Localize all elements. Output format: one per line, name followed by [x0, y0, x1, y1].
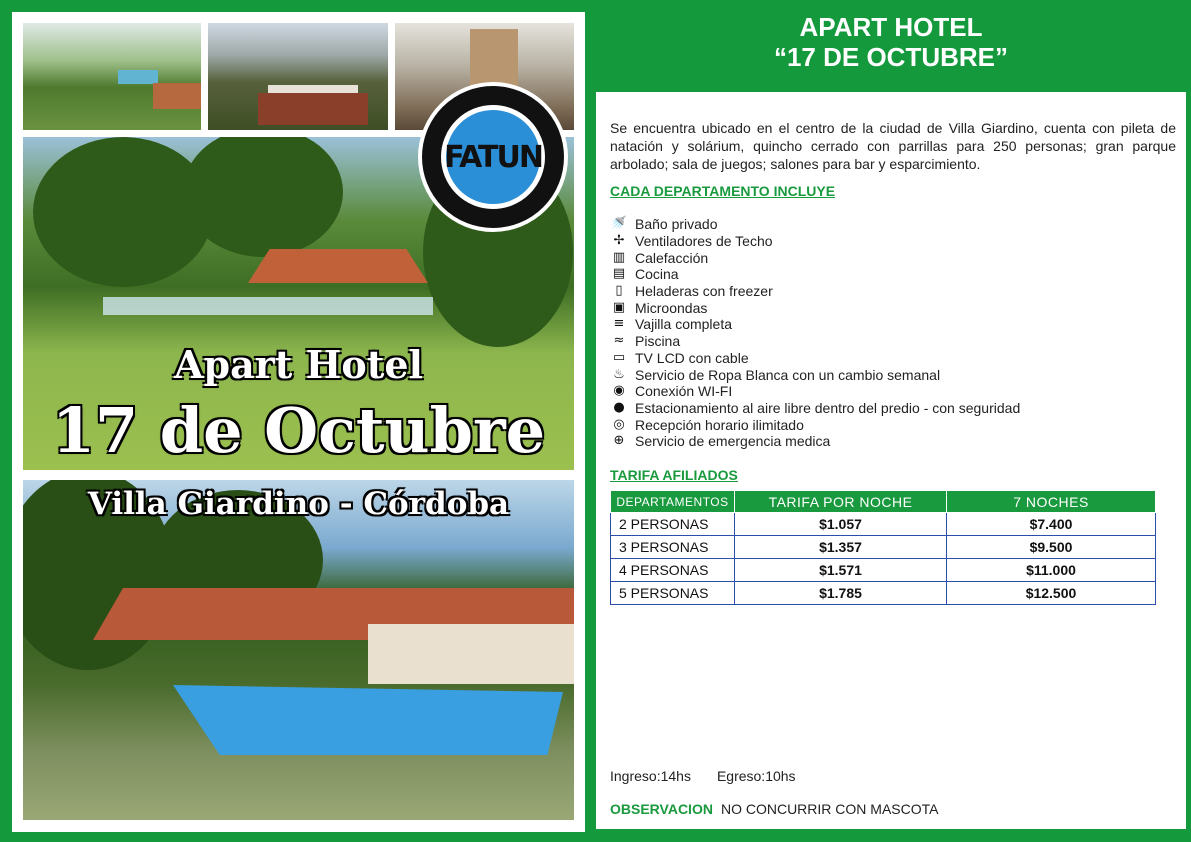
poster-panel: [12, 12, 585, 832]
photo-hotel-building: [208, 23, 388, 130]
amenity-label: Baño privado: [635, 216, 718, 233]
reception-24h-icon: ◎: [613, 416, 625, 432]
medical-cross-icon: ⊕: [613, 433, 625, 449]
check-times: [610, 768, 796, 784]
amenities-list: [610, 216, 1020, 450]
roof-shape: [368, 588, 574, 624]
hotel-description: Se encuentra ubicado en el centro de la ciudad de Villa Giardino, cuenta con pileta de natación y solárium, quincho cerrado con parrillas para 250 personas; gran parque arbolado; sala de juegos; salones para bar y esparcimiento.: [610, 120, 1176, 172]
list-item: [610, 383, 1020, 400]
col-header-nightly-rate: TARIFA POR NOCHE: [735, 491, 947, 513]
col-header-seven-nights: 7 NOCHES: [947, 491, 1156, 513]
amenities-title: CADA DEPARTAMENTO INCLUYE: [610, 183, 836, 199]
photo-pool-area: [23, 480, 574, 820]
table-row: [611, 536, 1156, 559]
fridge-icon: ▯: [615, 283, 623, 299]
cell-seven-nights: $7.400: [947, 513, 1156, 536]
cell-department: 3 PERSONAS: [611, 536, 735, 559]
heater-icon: ▥: [612, 249, 626, 265]
table-row: [611, 559, 1156, 582]
cell-department: 4 PERSONAS: [611, 559, 735, 582]
table-row: [611, 513, 1156, 536]
list-item: [610, 316, 1020, 333]
amenity-label: Recepción horario ilimitado: [635, 416, 804, 433]
page-title: [596, 12, 1186, 72]
list-item: [610, 416, 1020, 433]
pool-shape: [118, 70, 158, 84]
tree-shape: [183, 137, 343, 257]
cell-nightly-rate: $1.785: [735, 582, 947, 605]
col-header-departments: DEPARTAMENTOS: [611, 491, 735, 513]
title-line-2: “17 DE OCTUBRE”: [773, 42, 1009, 72]
amenity-label: Ventiladores de Techo: [635, 233, 773, 250]
checkin-time: Ingreso:14hs: [610, 768, 691, 784]
amenity-label: Heladeras con freezer: [635, 283, 773, 300]
rates-header-row: [611, 491, 1156, 513]
parking-icon: ●: [613, 399, 625, 415]
rates-table: [610, 490, 1156, 605]
rates-title: TARIFA AFILIADOS: [610, 467, 738, 483]
microwave-icon: ▣: [612, 299, 626, 315]
stove-icon: ▤: [612, 266, 626, 282]
amenity-label: TV LCD con cable: [635, 349, 749, 366]
building-wall: [368, 624, 574, 684]
roof-shape: [153, 83, 201, 109]
tv-icon: ▭: [612, 349, 626, 365]
shower-icon: 🚿: [610, 216, 628, 232]
observation-text: NO CONCURRIR CON MASCOTA: [720, 801, 939, 817]
amenity-label: Servicio de emergencia medica: [635, 433, 831, 450]
cell-department: 2 PERSONAS: [611, 513, 735, 536]
roof-shape: [93, 588, 393, 640]
list-item: [610, 333, 1020, 350]
list-item: [610, 283, 1020, 300]
amenity-label: Microondas: [635, 299, 708, 316]
observation-label: OBSERVACION: [610, 801, 713, 817]
list-item: [610, 400, 1020, 417]
checkout-time: Egreso:10hs: [716, 768, 796, 784]
amenity-label: Conexión WI-FI: [635, 383, 733, 400]
amenity-label: Cocina: [635, 266, 679, 283]
list-item: [610, 233, 1020, 250]
dishes-icon: ≡: [613, 316, 625, 332]
logo-text: FATUN: [444, 139, 542, 175]
cell-nightly-rate: $1.357: [735, 536, 947, 559]
cell-department: 5 PERSONAS: [611, 582, 735, 605]
amenity-label: Calefacción: [635, 249, 709, 266]
observation: [610, 801, 938, 817]
poster-line-apart-hotel: Apart Hotel: [174, 342, 423, 387]
list-item: [610, 266, 1020, 283]
list-item: [610, 299, 1020, 316]
amenity-label: Estacionamiento al aire libre dentro del predio - con seguridad: [635, 399, 1021, 416]
fatun-logo: [418, 82, 568, 232]
cell-seven-nights: $11.000: [947, 559, 1156, 582]
ceiling-fan-icon: ✢: [613, 233, 625, 249]
pool-icon: ≈: [613, 333, 625, 349]
title-line-1: APART HOTEL: [799, 12, 983, 42]
info-panel: [596, 92, 1186, 829]
photo-park-pool: [23, 23, 201, 130]
amenity-label: Vajilla completa: [635, 316, 733, 333]
cell-seven-nights: $9.500: [947, 536, 1156, 559]
pool-shape: [173, 685, 563, 755]
amenity-label: Servicio de Ropa Blanca con un cambio semanal: [635, 366, 941, 383]
building-shape: [258, 93, 368, 125]
poster-line-location: Villa Giardino - Córdoba: [87, 486, 510, 522]
wifi-icon: ◉: [613, 383, 625, 399]
amenity-label: Piscina: [635, 333, 681, 350]
list-item: [610, 249, 1020, 266]
list-item: [610, 216, 1020, 233]
cell-nightly-rate: $1.057: [735, 513, 947, 536]
laundry-icon: ♨: [613, 366, 625, 382]
logo-badge: [441, 105, 545, 209]
cell-seven-nights: $12.500: [947, 582, 1156, 605]
poster-line-hotel-name: 17 de Octubre: [51, 394, 546, 467]
list-item: [610, 350, 1020, 367]
list-item: [610, 433, 1020, 450]
table-row: [611, 582, 1156, 605]
list-item: [610, 366, 1020, 383]
quincho-roof: [248, 249, 428, 283]
pool-fence: [103, 297, 433, 315]
cell-nightly-rate: $1.571: [735, 559, 947, 582]
